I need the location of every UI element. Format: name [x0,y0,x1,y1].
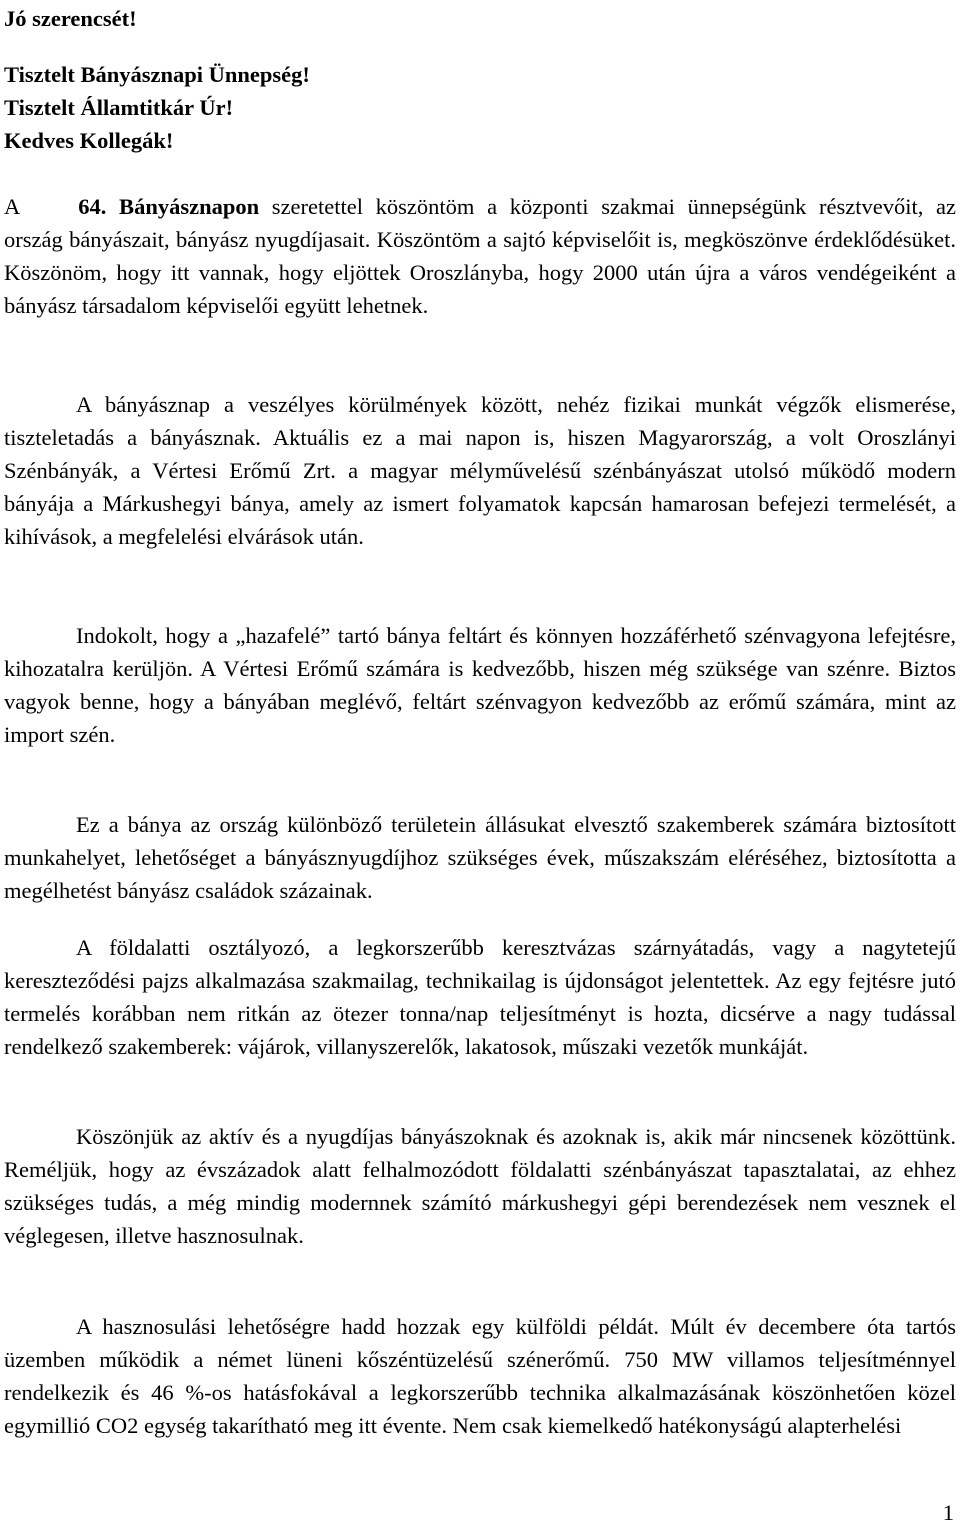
page-heading: Jó szerencsét! [4,6,137,31]
salutation-line: Tisztelt Bányásznapi Ünnepség! [4,62,310,87]
paragraph-5: A földalatti osztályozó, a legkorszerűbb keresztvázas szárnyátadás, vagy a nagytetejű kereszteződési pajzs alkalmazása szakmailag, technikailag is újdonságot jelentettek. Az egy fejtésre jutó termelés korábban nem ritkán az ötezer tonna/nap teljesítményt is hozta, dicsérve a nagy tudással rendelkező szakemberek: vájárok, villanyszerelők, lakatosok, műszaki vezetők munkáját. [4,935,956,1059]
paragraph-1-lead: A [4,194,21,219]
salutation-line: Tisztelt Államtitkár Úr! [4,95,234,120]
page-number: 1 [942,1500,954,1525]
paragraph-1 [4,190,956,322]
paragraph-3: Indokolt, hogy a „hazafelé” tartó bánya feltárt és könnyen hozzáférhető szénvagyona lefejtésre, kihozatalra kerüljön. A Vértesi Erőmű számára is kedvezőbb, hiszen még szüksége van szénre. Biztos vagyok benne, hogy a bányában meglévő, feltárt szénvagyon kedvezőbb az erőmű számára, mint az import szén. [4,623,956,747]
paragraph-2: A bányásznap a veszélyes körülmények között, nehéz fizikai munkát végzők elismerése, tiszteletadás a bányásznak. Aktuális ez a mai napon is, hiszen Magyarország, a volt Oroszlányi Szénbányák, a Vértesi Erőmű Zrt. a magyar mélyművelésű szénbányászat utolsó működő modern bányája a Márkushegyi bánya, amely az ismert folyamatok kapcsán hamarosan befejezi termelését, a kihívások, a megfelelési elvárások után. [4,392,956,549]
paragraph-1-text: szeretettel köszöntöm a központi szakmai ünnepségünk résztvevőit, az ország bányászait, bányász nyugdíjasait. Köszöntöm a sajtó képviselőit is, megköszönve érdeklődésüket. Köszönöm, hogy itt vannak, hogy eljöttek Oroszlányba, hogy 2000 után újra a város vendégeiként a bányász társadalom képviselői együtt lehetnek. [4,194,956,318]
paragraph-1-bold: 64. Bányásznapon [78,194,260,219]
paragraph-7: A hasznosulási lehetőségre hadd hozzak egy külföldi példát. Múlt év decembere óta tartós üzemben működik a német lüneni kőszéntüzelésű szénerőmű. 750 MW villamos teljesítménnyel rendelkezik és 46 %-os hatásfokával a legkorszerűbb technika alkalmazásának köszönhetően közel egymillió CO2 egység takarítható meg itt évente. Nem csak kiemelkedő hatékonyságú alapterhelési [4,1314,956,1438]
paragraph-4: Ez a bánya az ország különböző területein állásukat elvesztő szakemberek számára biztosított munkahelyet, lehetőséget a bányásznyugdíjhoz szükséges évek, műszakszám eléréséhez, biztosította a megélhetést bányász családok százainak. [4,812,956,903]
salutations [4,58,310,157]
salutation-line: Kedves Kollegák! [4,128,174,153]
paragraph-6: Köszönjük az aktív és a nyugdíjas bányászoknak és azoknak is, akik már nincsenek közöttünk. Reméljük, hogy az évszázadok alatt felhalmozódott földalatti szénbányászat tapasztalatai, az ehhez szükséges tudás, a még mindig modernnek számító márkushegyi gépi berendezések nem vesznek el véglegesen, illetve hasznosulnak. [4,1124,956,1248]
